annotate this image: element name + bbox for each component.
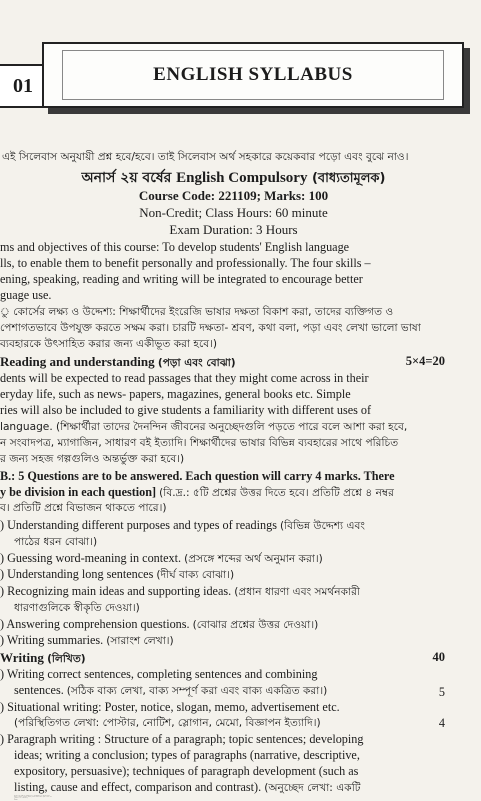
reading-line-2: eryday life, such as news- papers, magazines, general books etc. Simple xyxy=(0,387,351,401)
course-code-line: Course Code: 221109; Marks: 100 xyxy=(138,188,329,203)
reading-item-bn: পাঠের ধরন বোঝা।) xyxy=(14,536,98,548)
reading-nb-line-2-en: y be division in each question] xyxy=(0,485,160,499)
chapter-number: 01 xyxy=(0,64,48,108)
reading-item-en: ) Guessing word-meaning in context. xyxy=(0,551,185,565)
writing-item-2-line-2: (পরিস্থিতিগত লেখা: পোস্টার, নোটিশ, স্লোগান, মেমো, বিজ্ঞাপন ইত্যাদি।) xyxy=(14,717,321,729)
writing-item-3-en: listing, cause and effect, comparison and contrast). xyxy=(14,780,265,794)
reading-item-en: ) Understanding different purposes and types of readings xyxy=(0,518,281,532)
writing-item-3-line-2: ideas; writing a conclusion; types of paragraphs (narrative, descriptive, xyxy=(14,748,360,762)
writing-item-2-mark: 4 xyxy=(438,716,445,730)
reading-item-en: ) Answering comprehension questions. xyxy=(0,617,193,631)
writing-item-1-mark: 5 xyxy=(438,685,445,699)
reading-line-3: ries will also be included to give students a familiarity with different uses of xyxy=(0,403,372,417)
reading-bn-line-2: ন সংবাদপত্র, ম্যাগাজিন, সাধারণ বই ইত্যাদি। শিক্ষার্থীদের ভাষার বিভিন্ন ব্যবহারের সাথে পরিচিত xyxy=(0,437,399,449)
writing-item-2-line-1: ) Situational writing: Poster, notice, slogan, memo, advertisement etc. xyxy=(0,700,340,714)
reading-item-bn: (বিভিন্ন উদ্দেশ্য এবং xyxy=(280,520,365,532)
aims-bn-line-1: ু কোর্সের লক্ষ্য ও উদ্দেশ্য: শিক্ষার্থীদের ইংরেজি ভাষার দক্ষতা বিকাশ করা, তাদের ব্যক্তিগত ও xyxy=(0,306,394,318)
course-credit-line: Non-Credit; Class Hours: 60 minute xyxy=(139,205,328,220)
aims-bn-line-3: ব্যবহারকে উৎসাহিত করার জন্য একীভূত করা হবে।) xyxy=(0,338,218,350)
reading-bn-line-3: র জন্য সহজ গল্পগুলিও অন্তর্ভুক্ত করা হবে।) xyxy=(0,453,185,465)
aims-line-2: lls, to enable them to benefit personally and professionally. The four skills – xyxy=(0,256,371,270)
title-banner xyxy=(42,42,464,108)
chapter-header xyxy=(0,42,467,114)
aims-bn-line-2: পেশাগতভাবে উপযুক্ত করতে সক্ষম করা। চারটি দক্ষতা- শ্রবণ, কথা বলা, পড়া এবং লেখা ভালো ভাষা xyxy=(0,322,421,334)
writing-item-3-line-3: expository, persuasive); techniques of paragraph development (such as xyxy=(14,764,359,778)
reading-nb-line-2-bn: (বি.দ্র.: ৫টি প্রশ্নের উত্তর দিতে হবে। প্রতিটি প্রশ্নে ৪ নম্বর xyxy=(159,487,394,499)
writing-item-3-bn-line: এবং প্রভাব, তুলনা এবং বৈসাদৃশ্য)। xyxy=(14,798,28,799)
aims-line-1: ms and objectives of this course: To develop students' English language xyxy=(0,240,350,254)
reading-item xyxy=(0,567,467,585)
writing-item-3-overflow xyxy=(14,796,454,800)
reading-item-en: ) Writing summaries. xyxy=(0,633,107,647)
reading-item-bn: (সারাংশ লেখা।) xyxy=(106,635,174,647)
course-title-bn-suffix: (বাধ্যতামূলক) xyxy=(307,171,386,186)
writing-item-3-mark: 8 xyxy=(14,799,15,800)
writing-heading-en: Writing xyxy=(0,650,48,665)
writing-item-3-bn: (অনুচ্ছেদ লেখা: একটি xyxy=(264,782,361,794)
reading-nb-line-1: B.: 5 Questions are to be answered. Each question will carry 4 marks. There xyxy=(0,469,395,483)
reading-item xyxy=(14,534,481,552)
aims-line-4: guage use. xyxy=(0,288,52,302)
writing-item-3-line-1: ) Paragraph writing : Structure of a paragraph; topic sentences; developing xyxy=(0,732,364,746)
reading-marks: 5×4=20 xyxy=(405,354,445,368)
reading-item-bn: (প্রসঙ্গে শব্দের অর্থ অনুমান করা।) xyxy=(184,553,323,565)
page-title: ENGLISH SYLLABUS xyxy=(153,64,353,85)
reading-item-en: ) Understanding long sentences xyxy=(0,567,157,581)
reading-item xyxy=(14,600,481,618)
course-duration-line: Exam Duration: 3 Hours xyxy=(169,222,298,237)
reading-nb-line-3: ব। প্রতিটি প্রশ্নে বিভাজন থাকতে পারে।) xyxy=(0,502,167,514)
course-title-en: English Compulsory xyxy=(176,170,308,186)
reading-item-en: ) Recognizing main ideas and supporting ideas. xyxy=(0,584,235,598)
writing-item-1-line-1: ) Writing correct sentences, completing sentences and combining xyxy=(0,667,318,681)
writing-item-3-bn-line: (আখ্যান, বর্ণনামূলক, ব্যাখ্যামূলক, প্ররোচিত); অনুচ্ছেদ উন্নয়নের কৌশল (যেমন: তালিকা, কারণ xyxy=(14,797,52,798)
reading-heading-bn: (পড়া এবং বোঝা) xyxy=(157,357,236,369)
reading-heading-en: Reading and understanding xyxy=(0,354,158,369)
writing-marks: 40 xyxy=(432,650,445,664)
reading-item-bn: (দীর্ঘ বাক্য বোঝা।) xyxy=(156,569,235,581)
aims-line-3: ening, speaking, reading and writing will be integrated to encourage better xyxy=(0,272,363,286)
writing-item-1-line-2 xyxy=(14,683,481,701)
reading-item-bn: ধারণাগুলিকে স্বীকৃতি দেওয়া।) xyxy=(14,602,140,614)
writing-heading-bn: (লিখিত) xyxy=(47,653,86,665)
writing-item-1-bn: (সঠিক বাক্য লেখা, বাক্য সম্পূর্ণ করা এবং বাক্য একত্রিত করা।) xyxy=(66,685,328,697)
reading-item-bn: (প্রধান ধারণা এবং সমর্থনকারী xyxy=(234,586,360,598)
course-title-bn-prefix: অনার্স ২য় বর্ষের xyxy=(81,170,177,186)
reading-item-bn: (বোঝার প্রশ্নের উত্তর দেওয়া।) xyxy=(192,619,319,631)
intro-note: এই সিলেবাস অনুযায়ী প্রশ্ন হবে/হবে। তাই সিলেবাস অর্থ সহকারে কয়েকবার পড়ো এবং বুঝে নাও। xyxy=(2,151,409,163)
course-title xyxy=(0,166,467,190)
writing-item-3-bn-line: অনুচ্ছেদের গঠন; বিষয় বাক্য; উন্নয়নশীল ধারণা; একটি উপসংহার লেখা; অনুচ্ছেদের প্রকার xyxy=(14,796,50,797)
reading-bn-line-1: language. (শিক্ষার্থীরা তাদের দৈনন্দিন জীবনের অনুচ্ছেদগুলি পড়তে পারে বলে আশা করা হবে, xyxy=(0,421,408,433)
writing-item-1-en: sentences. xyxy=(14,683,67,697)
reading-line-1: dents will be expected to read passages that they might come across in their xyxy=(0,371,369,385)
reading-item xyxy=(0,633,467,651)
